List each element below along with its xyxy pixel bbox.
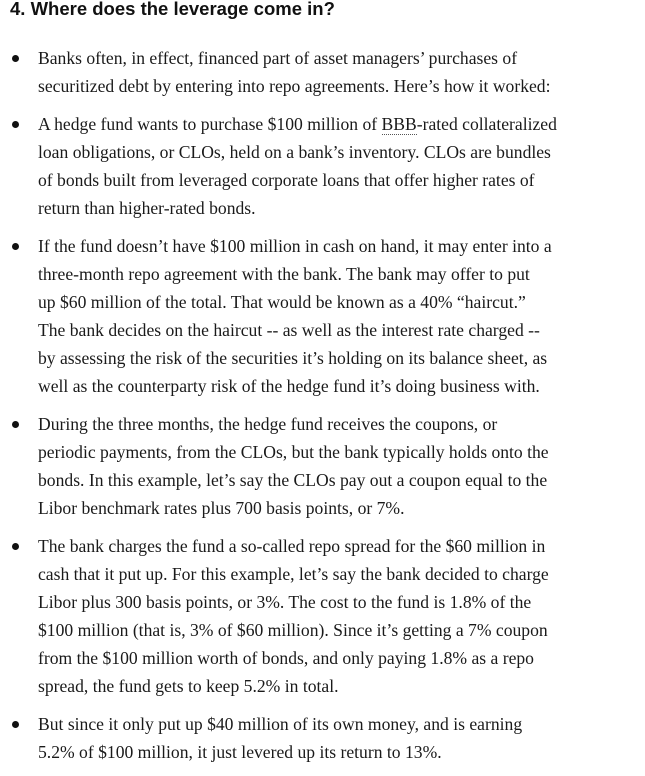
text-line: 5.2% of $100 million, it just levered up its return to 13%. bbox=[38, 742, 442, 762]
bullet-dot-icon bbox=[12, 543, 19, 550]
bullet-dot-icon bbox=[12, 55, 19, 62]
bullet-text bbox=[38, 532, 638, 700]
text-line: Banks often, in effect, financed part of asset managers’ purchases of bbox=[38, 48, 518, 68]
text-line: loan obligations, or CLOs, held on a bank’s inventory. CLOs are bundles bbox=[38, 142, 551, 162]
text-line: $100 million (that is, 3% of $60 million). Since it’s getting a 7% coupon bbox=[38, 620, 548, 640]
text-segment: A hedge fund wants to purchase $100 million of bbox=[38, 114, 382, 134]
text-line: The bank charges the fund a so-called repo spread for the $60 million in bbox=[38, 536, 546, 556]
text-line: by assessing the risk of the securities it’s holding on its balance sheet, as bbox=[38, 348, 548, 368]
bullet-text bbox=[38, 110, 638, 222]
text-line: return than higher-rated bonds. bbox=[38, 198, 256, 218]
text-line: bonds. In this example, let’s say the CLOs pay out a coupon equal to the bbox=[38, 470, 548, 490]
text-line: well as the counterparty risk of the hedge fund it’s doing business with. bbox=[38, 376, 540, 396]
bullet-text bbox=[38, 710, 638, 766]
bullet-dot-icon bbox=[12, 121, 19, 128]
text-line: But since it only put up $40 million of its own money, and is earning bbox=[38, 714, 523, 734]
text-line: If the fund doesn’t have $100 million in cash on hand, it may enter into a bbox=[38, 236, 552, 256]
bullet-text bbox=[38, 232, 638, 400]
text-line: of bonds built from leveraged corporate loans that offer higher rates of bbox=[38, 170, 535, 190]
bullet-text bbox=[38, 44, 638, 100]
text-line bbox=[38, 110, 638, 138]
text-line: The bank decides on the haircut -- as well as the interest rate charged -- bbox=[38, 320, 540, 340]
text-segment: -rated collateralized bbox=[416, 114, 557, 134]
bullet-text bbox=[38, 410, 638, 522]
text-line: During the three months, the hedge fund receives the coupons, or bbox=[38, 414, 498, 434]
text-line: periodic payments, from the CLOs, but the bank typically holds onto the bbox=[38, 442, 549, 462]
text-line: up $60 million of the total. That would be known as a 40% “haircut.” bbox=[38, 292, 526, 312]
text-line: from the $100 million worth of bonds, and only paying 1.8% as a repo bbox=[38, 648, 534, 668]
bbb-abbreviation[interactable]: BBB bbox=[381, 114, 417, 134]
section-heading: 4. Where does the leverage come in? bbox=[10, 0, 335, 19]
text-line: Libor benchmark rates plus 700 basis points, or 7%. bbox=[38, 498, 405, 518]
text-line: Libor plus 300 basis points, or 3%. The cost to the fund is 1.8% of the bbox=[38, 592, 532, 612]
text-line: spread, the fund gets to keep 5.2% in total. bbox=[38, 676, 339, 696]
text-line: three-month repo agreement with the bank. The bank may offer to put bbox=[38, 264, 530, 284]
bullet-dot-icon bbox=[12, 721, 19, 728]
bullet-dot-icon bbox=[12, 243, 19, 250]
text-line: cash that it put up. For this example, let’s say the bank decided to charge bbox=[38, 564, 549, 584]
text-line: securitized debt by entering into repo agreements. Here’s how it worked: bbox=[38, 76, 551, 96]
bullet-dot-icon bbox=[12, 421, 19, 428]
